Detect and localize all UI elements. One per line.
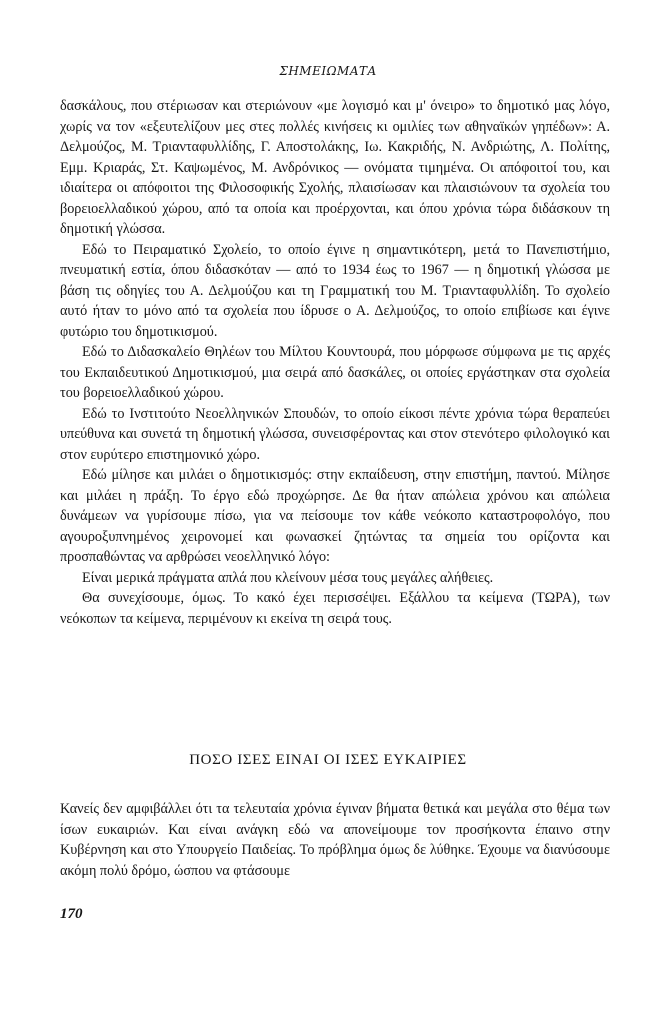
section-heading: ΠΟΣΟ ΙΣΕΣ ΕΙΝΑΙ ΟΙ ΙΣΕΣ ΕΥΚΑΙΡΙΕΣ [189, 752, 467, 768]
page-number: 170 [60, 906, 83, 922]
paragraph: Θα συνεχίσουμε, όμως. Το κακό έχει περισσέψει. Εξάλλου τα κείμενα (ΤΩΡΑ), των νεόκοπων τα κείμενα, περιμένουν κι εκείνα τη σειρά τους. [60, 590, 610, 627]
section-text [60, 799, 610, 881]
paragraph: Εδώ το Ινστιτούτο Νεοελληνικών Σπουδών, το οποίο είκοσι πέντε χρόνια τώρα θεραπεύει υπεύθυνα και συνετά τη δημοτική γλώσσα, συνεισφέροντας και στον στενότερο φιλολογικό και στον ευρύτερο επιστημονικό χώρο. [60, 405, 610, 463]
paragraph: Είναι μερικά πράγματα απλά που κλείνουν μέσα τους μεγάλες αλήθειες. [82, 569, 494, 586]
paragraph: Εδώ το Πειραματικό Σχολείο, το οποίο έγινε η σημαντικότερη, μετά το Πανεπιστήμιο, πνευματική εστία, όπου διδασκόταν — από το 1934 έως το 1967 — η δημοτική γλώσσα με βάση τις οδηγίες του Α. Δελμούζου και τη Γραμματική του Μ. Τριανταφυλλίδη. Το σχολείο αυτό ήταν το μόνο από τα σχολεία που ίδρυσε ο Α. Δελμούζος, το οποίο επιβίωσε και έγινε φυτώριο του δημοτικισμού. [60, 241, 610, 340]
running-title: ΣΗΜΕΙΩΜΑΤΑ [279, 64, 377, 78]
main-text [60, 96, 610, 629]
paragraph: Κανείς δεν αμφιβάλλει ότι τα τελευταία χρόνια έγιναν βήματα θετικά και μεγάλα στο θέμα των ίσων ευκαιριών. Και είναι ανάγκη εδώ να απονείμουμε τον προσήκοντα έπαινο στην Κυβέρνηση και στο Υπουργείο Παιδείας. Το πρόβλημα όμως δε λύθηκε. Έχουμε να διανύσουμε ακόμη πολύ δρόμο, ώσπου να φτάσουμε [60, 801, 610, 879]
paragraph: Εδώ μίλησε και μιλάει ο δημοτικισμός: στην εκπαίδευση, στην επιστήμη, παντού. Μίλησε και μιλάει η πράξη. Το έργο εδώ προχώρησε. Δε θα ήταν απώλεια χρόνου και απώλεια δυνάμεων να γυρίσουμε πίσω, για να πείσουμε τον κάθε νεόκοπο καταστροφολόγο, που αγουροξυπνημένος χειρονομεί και φωνασκεί ζητώντας τα σημεία του ορίζοντα και προσπαθώντας να αρθρώσει νεοελληνικό λόγο: [60, 467, 610, 565]
paragraph: Εδώ το Διδασκαλείο Θηλέων του Μίλτου Κουντουρά, που μόρφωσε σύμφωνα με τις αρχές του Εκπαιδευτικού Δημοτικισμού, μια σειρά από δασκάλες, οι οποίες εργάστηκαν στα σχολεία του βορειοελλαδικού χώρου. [60, 344, 610, 401]
paragraph: δασκάλους, που στέριωσαν και στεριώνουν «με λογισμό και μ' όνειρο» το δημοτικό μας λόγο, χωρίς να τον «εξευτελίζουν μες στες πολλές κινήσεις κι ομιλίες των αθηναϊκών γηπέδων»: Α. Δελμούζος, Μ. Τριανταφυλλίδης, Γ. Αποστολάκης, Ιω. Κακριδής, Ν. Ανδριώτης, Λ. Πολίτης, Εμμ. Κριαράς, Στ. Καψωμένος, Μ. Ανδρόνικος — ονόματα τιμημένα. Οι απόφοιτοί του, και ιδιαίτερα οι απόφοιτοι της Φιλοσοφικής Σχολής, πλαισίωσαν και πλαισιώνουν τα σχολεία του βορειοελλαδικού χώρου, από τα οποία και προέρχονται, και όπου χρόνια τώρα διδάσκουν τη δημοτική γλώσσα. [60, 98, 610, 237]
